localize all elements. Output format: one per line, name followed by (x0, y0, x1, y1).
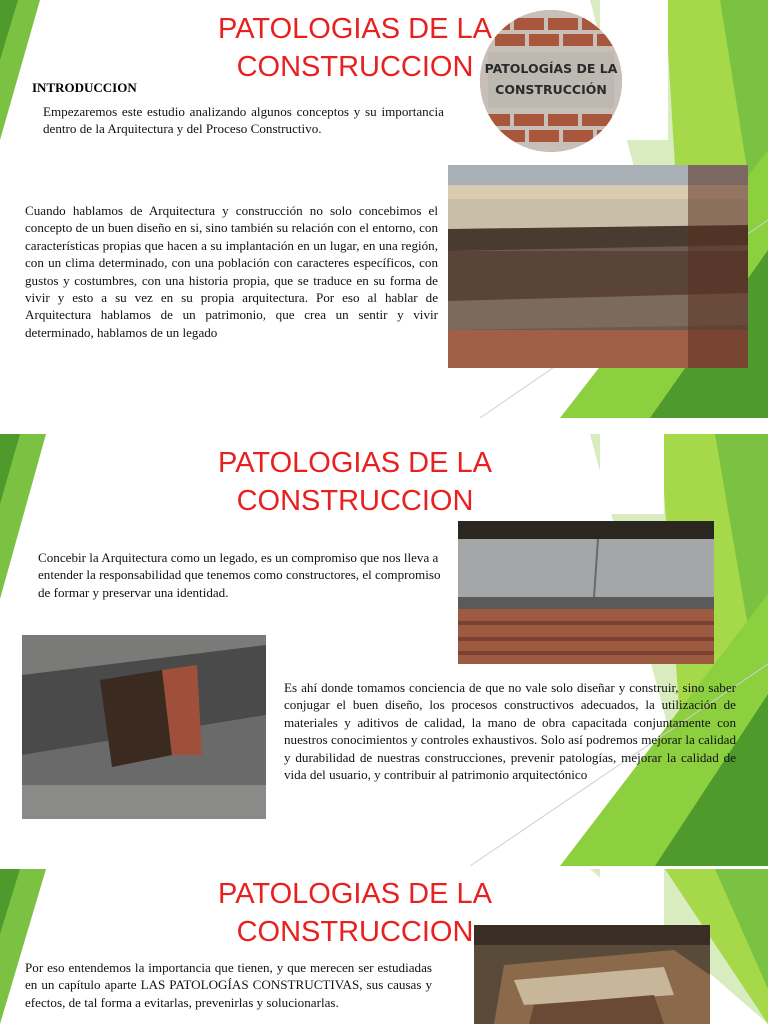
damaged-slab-photo (474, 925, 710, 1024)
slide-1-body-text: Cuando hablamos de Arquitectura y construcción no solo concebimos el concepto de un buen diseño en si, sino también su relación con el entorno, con características propias que hacen a su implantación en un lugar, en una región, con un clima determinado, con una población con caracteres específicos, con gustos y costumbres, con una historia propia, que se traduce en su forma de vivir y esto a su vez en su propia arquitectura. Por eso al hablar de Arquitectura hablamos de un patrimonio, que crea un sentir y vivir determinado, hablamos de un legado (25, 203, 438, 340)
title-line-2: CONSTRUCCION (236, 51, 474, 83)
intro-text: Empezaremos este estudio analizando algunos conceptos y su importancia dentro de la Arquitectura y del Proceso Constructivo. (43, 104, 444, 137)
title-line-2: CONSTRUCCION (236, 485, 474, 517)
slide-1 (0, 0, 768, 418)
slide-3-title (210, 875, 500, 951)
slide-3-body-text: Por eso entendemos la importancia que tienen, y que merecen ser estudiadas en un capítulo aparte LAS PATOLOGÍAS CONSTRUCTIVAS, sus causas y efectos, de tal forma a evitarlas, prevenirlas y solucionarlas. (25, 960, 432, 1010)
slide-2-text-b: Es ahí donde tomamos conciencia de que no vale solo diseñar y construir, sino saber conjugar el buen diseño, los procesos constructivos adecuados, la utilización de materiales y aditivos de calidad, la mano de obra capacitada conjuntamente con nuestros conocimientos y controles exhaustivos. Solo así podremos mejorar la calidad y durabilidad de nuestras construcciones, prevenir patologías, mejorar la calidad de vida del usuario, y contribuir al patrimonio arquitectónico (284, 680, 736, 783)
slide-2-text-a: Concebir la Arquitectura como un legado, es un compromiso que nos lleva a entender la responsabilidad que tenemos como constructores, el compromiso de formar y preservar una identidad. (38, 550, 441, 600)
intro-heading: INTRODUCCION (32, 80, 137, 95)
broken-beam-photo (22, 635, 266, 819)
slide-2-title (210, 444, 500, 520)
logo-text-line-2: CONSTRUCCIÓN (495, 82, 607, 97)
title-line-2: CONSTRUCCION (236, 916, 474, 948)
slide-2 (0, 434, 768, 866)
logo-text-line-1: PATOLOGÍAS DE LA (484, 61, 618, 76)
title-line-1: PATOLOGIAS DE LA (218, 13, 492, 45)
slide-3 (0, 869, 768, 1024)
title-line-1: PATOLOGIAS DE LA (218, 447, 492, 479)
concrete-slab-photo (458, 521, 714, 664)
slide-1-title (210, 10, 500, 86)
patologias-logo (480, 10, 622, 152)
deteriorated-wall-photo (448, 165, 748, 368)
title-line-1: PATOLOGIAS DE LA (218, 878, 492, 910)
